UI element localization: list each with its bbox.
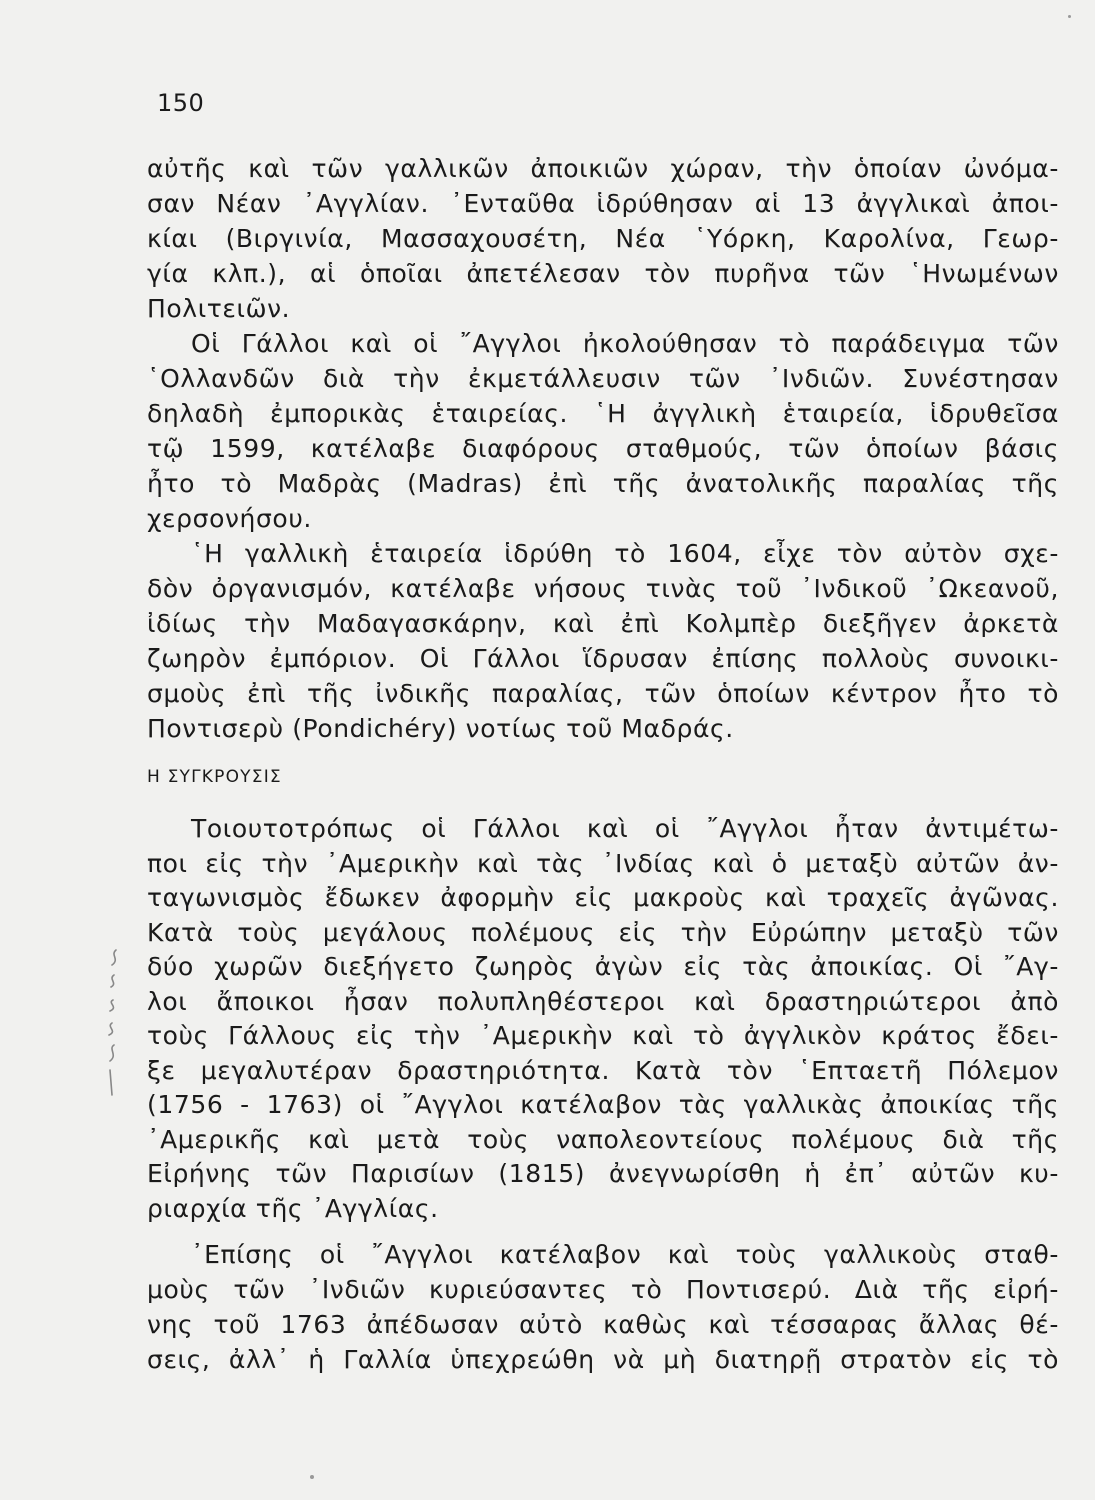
- paragraph-3: [147, 812, 1059, 1226]
- text-line: ἰδίως τὴν Μαδαγασκάρην, καὶ ἐπὶ Κολμπὲρ διεξῆγεν ἀρκετὰ: [147, 609, 1059, 638]
- text-line: χερσονήσου.: [147, 504, 312, 533]
- text-line: νης τοῦ 1763 ἀπέδωσαν αὐτὸ καθὼς καὶ τέσσαρας ἄλλας θέ-: [147, 1310, 1059, 1339]
- text-line: Εἰρήνης τῶν Παρισίων (1815) ἀνεγνωρίσθη ἡ ἐπ᾿ αὐτῶν κυ-: [147, 1159, 1059, 1188]
- text-line: Πολιτειῶν.: [147, 294, 291, 323]
- text-line: δύο χωρῶν διεξήγετο ζωηρὸς ἀγὼν εἰς τὰς ἀποικίας. Οἱ ῎Αγ-: [147, 952, 1059, 981]
- text-line: Οἱ Γάλλοι καὶ οἱ ῎Αγγλοι ἠκολούθησαν τὸ παράδειγμα τῶν: [191, 329, 1059, 358]
- text-line: ἦτο τὸ Μαδρὰς (Madras) ἐπὶ τῆς ἀνατολικῆς παραλίας τῆς: [147, 469, 1059, 498]
- text-line: ποι εἰς τὴν ᾿Αμερικὴν καὶ τὰς ᾿Ινδίας καὶ ὁ μεταξὺ αὐτῶν ἀν-: [147, 848, 1059, 878]
- text-line: ζωηρὸν ἐμπόριον. Οἱ Γάλλοι ἵδρυσαν ἐπίσης πολλοὺς συνοικι-: [147, 644, 1059, 673]
- paragraph-1: [147, 151, 1059, 536]
- text-line: γία κλπ.), αἱ ὁποῖαι ἀπετέλεσαν τὸν πυρῆνα τῶν ῾Ηνωμένων: [147, 259, 1059, 288]
- text-line: αὐτῆς καὶ τῶν γαλλικῶν ἀποικιῶν χώραν, τὴν ὁποίαν ὠνόμα-: [147, 154, 1059, 183]
- text-line: σαν Νέαν ᾿Αγγλίαν. ᾿Ενταῦθα ἱδρύθησαν αἱ 13 ἀγγλικαὶ ἀποι-: [147, 189, 1059, 218]
- text-line: δὸν ὀργανισμόν, κατέλαβε νήσους τινὰς τοῦ ᾿Ινδικοῦ ᾿Ωκεανοῦ,: [147, 574, 1059, 603]
- section-heading: Η ΣΥΓΚΡΟΥΣΙΣ: [147, 767, 282, 787]
- text-line: ῾Η γαλλικὴ ἑταιρεία ἱδρύθη τὸ 1604, εἶχε τὸν αὐτὸν σχε-: [191, 539, 1059, 568]
- paragraph-4: [147, 1237, 1059, 1377]
- handwritten-margin-note: [98, 945, 128, 1105]
- text-line: Τοιουτοτρόπως οἱ Γάλλοι καὶ οἱ ῎Αγγλοι ἦταν ἀντιμέτω-: [191, 814, 1059, 843]
- text-line: τοὺς Γάλλους εἰς τὴν ᾿Αμερικὴν καὶ τὸ ἀγγλικὸν κράτος ἔδει-: [147, 1021, 1059, 1050]
- text-line: ριαρχία τῆς ᾿Αγγλίας.: [147, 1193, 439, 1223]
- text-line: σεις, ἀλλ᾿ ἡ Γαλλία ὑπεχρεώθη νὰ μὴ διατηρῇ στρατὸν εἰς τὸ: [147, 1345, 1059, 1374]
- text-line: (1756 - 1763) οἱ ῎Αγγλοι κατέλαβον τὰς γαλλικὰς ἀποικίας τῆς: [147, 1090, 1059, 1119]
- text-line: ᾿Επίσης οἱ ῎Αγγλοι κατέλαβον καὶ τοὺς γαλλικοὺς σταθ-: [191, 1240, 1059, 1269]
- text-line: τῷ 1599, κατέλαβε διαφόρους σταθμούς, τῶν ὁποίων βάσις: [147, 434, 1059, 463]
- text-line: Κατὰ τοὺς μεγάλους πολέμους εἰς τὴν Εὐρώπην μεταξὺ τῶν: [147, 917, 1059, 947]
- paragraph-2: [147, 536, 1059, 746]
- text-line: κίαι (Βιργινία, Μασσαχουσέτη, Νέα ῾Υόρκη, Καρολίνα, Γεωρ-: [147, 224, 1059, 253]
- text-line: ξε μεγαλυτέραν δραστηριότητα. Κατὰ τὸν ῾Επταετῆ Πόλεμον: [147, 1055, 1059, 1085]
- paper-speck: [310, 1475, 314, 1479]
- text-line: δηλαδὴ ἐμπορικὰς ἑταιρείας. ῾Η ἀγγλικὴ ἑταιρεία, ἱδρυθεῖσα: [147, 399, 1059, 428]
- text-line: ᾿Αμερικῆς καὶ μετὰ τοὺς ναπολεοντείους πολέμους διὰ τῆς: [147, 1124, 1059, 1154]
- text-line: Ποντισερὺ (Pondichéry) νοτίως τοῦ Μαδράς.: [147, 714, 734, 743]
- text-line: λοι ἄποικοι ἦσαν πολυπληθέστεροι καὶ δραστηριώτεροι ἀπὸ: [147, 986, 1059, 1016]
- text-line: ῾Ολλανδῶν διὰ τὴν ἐκμετάλλευσιν τῶν ᾿Ινδιῶν. Συνέστησαν: [147, 364, 1059, 393]
- text-line: ταγωνισμὸς ἔδωκεν ἀφορμὴν εἰς μακροὺς καὶ τραχεῖς ἀγῶνας.: [147, 883, 1059, 912]
- paper-speck: [1068, 15, 1071, 18]
- text-line: μοὺς τῶν ᾿Ινδιῶν κυριεύσαντες τὸ Ποντισερύ. Διὰ τῆς εἰρή-: [147, 1275, 1059, 1304]
- text-line: σμοὺς ἐπὶ τῆς ἰνδικῆς παραλίας, τῶν ὁποίων κέντρον ἦτο τὸ: [147, 679, 1059, 708]
- page-number: 150: [157, 89, 205, 117]
